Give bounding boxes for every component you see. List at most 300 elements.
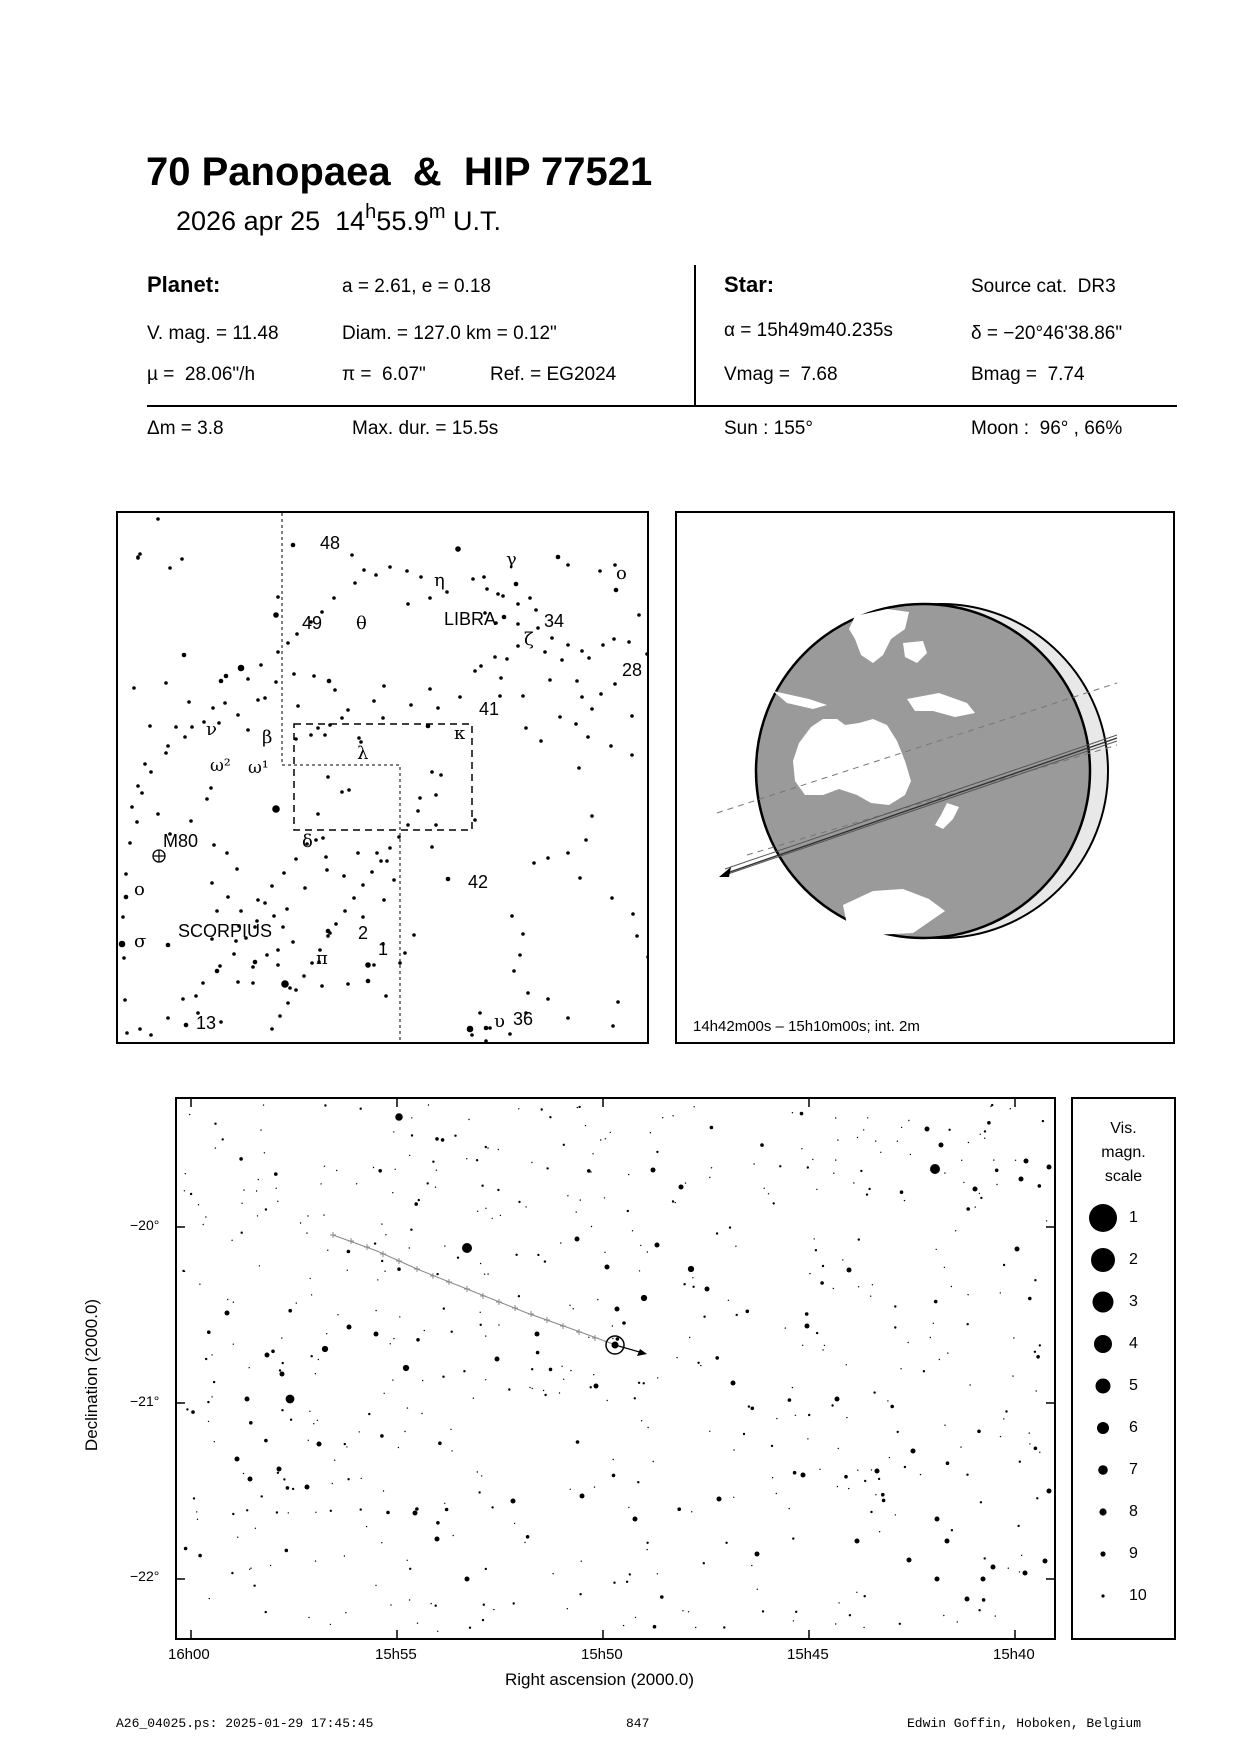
field-star [788,1398,792,1402]
field-star [239,1157,243,1161]
finder-star [590,707,594,711]
field-star [812,1159,813,1160]
field-star [383,1490,384,1491]
motion-arrow-icon [637,1349,647,1356]
field-star [380,1434,384,1438]
finder-star [194,994,198,998]
field-star [277,1201,278,1202]
finder-star [516,622,520,626]
field-star [635,1617,636,1618]
field-star [330,1624,331,1625]
finder-star [235,867,239,871]
finder-label: 49 [302,613,323,633]
finder-star [128,841,132,845]
field-star [637,1481,639,1483]
field-star [576,1440,580,1444]
finder-star [156,812,160,816]
field-star [879,1531,880,1532]
field-star [326,1333,327,1334]
finder-star [580,695,584,699]
field-star [497,1189,499,1191]
field-star [570,1370,571,1371]
field-star [567,1608,568,1609]
field-star [867,1117,868,1118]
globe-svg [677,513,1173,1042]
field-star [537,1254,539,1256]
finder-star [181,997,185,1001]
finder-star [361,915,365,919]
field-star [984,1138,985,1139]
field-star [694,1106,695,1107]
planet-orbit: a = 2.61, e = 0.18 [342,276,491,297]
finder-star [493,655,497,659]
finder-star [528,596,532,600]
field-star [381,1260,383,1262]
field-star [947,1352,948,1353]
field-star [560,1242,561,1243]
field-star [875,1140,876,1141]
field-star [549,1368,553,1372]
finder-star [612,637,616,641]
field-star [692,1277,693,1278]
field-star [860,1170,862,1172]
field-star [1039,1344,1041,1346]
asteroid-path [333,1235,613,1344]
field-star [1024,1159,1029,1164]
finder-star [226,895,230,899]
field-star [792,1112,793,1113]
field-star [848,1488,849,1489]
field-star [833,1173,834,1174]
finder-star [350,553,354,557]
field-star [1021,1555,1022,1556]
finder-star [132,686,136,690]
field-star [816,1332,818,1334]
finder-star [471,577,475,581]
field-star [930,1164,940,1174]
field-star [336,1170,337,1171]
field-star [477,1471,478,1472]
planet-parallax: π = 6.07" [342,364,426,385]
minute-unit: m [428,201,446,223]
field-star [323,1214,324,1215]
field-star [676,1357,677,1358]
field-star [310,1278,311,1279]
field-star [368,1413,370,1415]
legend-dot [1097,1422,1109,1434]
finder-chart-svg [118,513,647,1042]
field-star [198,1554,202,1558]
field-star [1036,1497,1038,1499]
finder-star [124,872,128,876]
finder-star [428,596,432,600]
field-star [1047,1489,1052,1494]
field-star [808,1414,810,1416]
finder-star [524,726,528,730]
field-star [864,1595,866,1597]
field-star [214,1123,216,1125]
field-star [374,1332,379,1337]
finder-star [136,784,140,788]
field-star [1038,1184,1042,1188]
finder-star [136,556,140,560]
field-star [495,1357,500,1362]
finder-star [498,694,502,698]
field-star [477,1211,478,1212]
field-star [594,1486,595,1487]
field-star [793,1471,797,1475]
field-star [1005,1410,1007,1412]
field-star [725,1542,727,1544]
field-star [894,1326,896,1328]
finder-star [164,751,168,755]
field-star [397,1267,401,1271]
field-star [381,1223,382,1224]
field-star [960,1446,961,1447]
field-star [241,1203,242,1204]
field-star [695,1627,696,1628]
finder-star [219,1020,223,1024]
field-stars [182,1104,1051,1632]
field-star [484,1274,485,1275]
dec-tick-label: −22° [130,1568,160,1584]
finder-star [409,703,413,707]
finder-star [502,615,507,620]
field-star [672,1115,673,1116]
field-star [308,1440,309,1441]
field-star [283,1478,285,1480]
field-star [613,1582,615,1584]
finder-star [385,859,389,863]
finder-star [598,569,602,573]
field-star [451,1331,453,1333]
field-star [492,1218,493,1219]
finder-star [370,870,374,874]
finder-star [630,753,634,757]
field-star [292,1488,294,1490]
field-star [773,1202,775,1204]
field-star [532,1388,533,1389]
finder-star [292,672,296,676]
finder-star [323,733,327,737]
finder-star [138,1027,142,1031]
field-star [317,1442,322,1447]
finder-star [259,663,263,667]
field-star [410,1229,412,1231]
field-star [567,1195,568,1196]
field-star [837,1486,838,1487]
field-star [418,1199,420,1201]
field-star [399,1316,400,1317]
field-star [493,1609,494,1610]
field-star [735,1246,736,1247]
footer-page: 847 [626,1716,650,1731]
finder-star [426,724,431,729]
field-star [498,1149,499,1150]
field-star [374,1242,376,1244]
field-star [270,1565,271,1566]
finder-label: η [434,570,445,591]
legend-dot [1098,1465,1108,1475]
finder-star [586,735,590,739]
field-star [451,1450,452,1451]
field-star [944,1267,945,1268]
field-star [209,1598,210,1599]
field-star [607,1400,608,1401]
field-star [623,1625,624,1626]
finder-star [446,877,451,882]
finder-star [521,932,525,936]
field-star [907,1558,912,1563]
event-datetime [176,203,501,237]
field-star [1043,1559,1048,1564]
field-star [966,1474,968,1476]
field-star [987,1121,991,1125]
field-star [875,1469,880,1474]
field-star [518,1201,520,1203]
field-star [535,1332,540,1337]
finder-star [314,838,318,842]
field-star [717,1497,722,1502]
field-star [315,1373,316,1374]
field-star [366,1526,367,1527]
field-star [465,1577,470,1582]
field-star [409,1568,411,1570]
field-star [478,1491,480,1493]
finder-star [310,961,314,965]
field-star [604,1197,605,1198]
field-star [445,1508,449,1512]
finder-stars [119,517,647,1042]
ra-tick-label: 15h45 [787,1646,829,1663]
finder-star [253,960,258,965]
field-star [222,1138,224,1140]
field-star [518,1108,519,1109]
field-star [198,1204,199,1205]
field-star [398,1447,399,1448]
field-star [653,1461,654,1462]
planet-ref: Ref. = EG2024 [490,364,617,385]
dec-tick-label: −20° [130,1217,160,1233]
finder-star [430,770,434,774]
field-star [544,1394,546,1396]
finder-star [388,565,392,569]
field-star [809,1273,810,1274]
field-star [641,1420,642,1421]
field-star [414,1202,418,1206]
field-star [317,1420,318,1421]
finder-label: ω¹ [248,758,269,778]
finder-star [485,587,489,591]
field-star [776,1493,777,1494]
field-star [231,1572,233,1574]
field-star [814,1238,815,1239]
globe-caption: 14h42m00s – 15h10m00s; int. 2m [693,1018,920,1035]
field-star [579,1593,581,1595]
finder-star [518,953,522,957]
field-star [265,1611,267,1613]
field-star [870,1296,871,1297]
field-star [622,1321,626,1325]
field-star [411,1117,412,1118]
field-star [469,1627,471,1629]
field-star [442,1376,444,1378]
finder-star [143,762,147,766]
finder-label: 34 [544,611,565,631]
field-star [908,1342,909,1343]
field-star [691,1511,692,1512]
field-star [844,1475,848,1479]
legend-mag-label: 7 [1129,1461,1138,1478]
field-star [880,1152,881,1153]
finder-star [256,698,260,702]
field-star [1019,1177,1024,1182]
finder-label: π [316,948,328,969]
finder-label: ο [616,563,627,584]
finder-star [138,552,142,556]
field-star [728,1300,729,1301]
finder-star [379,859,383,863]
finder-star [342,874,346,878]
field-star [900,1190,904,1194]
field-star [191,1410,195,1414]
field-star [646,1542,648,1544]
field-star [904,1466,906,1468]
finder-star [430,845,434,849]
field-star [409,1599,410,1600]
field-star [900,1368,901,1369]
field-star [1015,1160,1016,1161]
field-star [515,1254,517,1256]
finder-star [346,708,350,712]
finder-star [536,626,540,630]
field-star [982,1598,986,1602]
finder-star [514,582,519,587]
field-star [253,1585,255,1587]
field-star [264,1152,265,1153]
field-star [347,1325,352,1330]
field-star [384,1271,385,1272]
field-star [612,1474,616,1478]
legend-dot [1093,1292,1114,1313]
field-star [613,1459,614,1460]
field-star [265,1208,267,1210]
field-star [476,1159,478,1161]
m80-symbol [153,850,165,862]
finder-star [627,640,631,644]
field-star [838,1448,839,1449]
finder-label: 41 [479,699,500,719]
finder-star [263,696,267,700]
field-star [815,1249,817,1251]
finder-star [218,964,222,968]
finder-star [326,929,331,934]
finder-star [302,974,306,978]
field-star [390,1343,391,1344]
finder-star [610,896,614,900]
finder-star [294,737,298,741]
finder-star [470,1033,474,1037]
finder-star [215,909,219,913]
field-star [427,1182,429,1184]
field-star [215,1147,216,1148]
finder-star [398,961,402,965]
field-star [481,1475,482,1476]
finder-star [263,901,267,905]
finder-label: ο [134,879,145,900]
field-star [377,1279,378,1280]
field-star [356,1183,357,1184]
field-star [656,1151,658,1153]
field-star [277,1472,279,1474]
finder-star [397,835,401,839]
field-star [616,1337,620,1341]
finder-star [346,982,350,986]
finder-star [384,994,388,998]
field-star [948,1129,950,1131]
finder-label: υ [494,1011,505,1032]
field-star [594,1384,599,1389]
finder-labels [134,533,642,1033]
field-star [392,1192,393,1193]
finder-star [256,898,260,902]
field-star [360,1508,362,1510]
field-star [207,1401,209,1403]
finder-star [316,812,320,816]
field-star [995,1615,996,1616]
footer-file: A26_04025.ps: 2025-01-29 17:45:45 [116,1716,374,1731]
field-star [629,1573,631,1575]
finder-star [580,649,584,653]
field-star [820,1281,824,1285]
finder-star [236,713,240,717]
finder-star [445,590,449,594]
field-star [395,1113,403,1121]
finder-star [201,981,205,985]
finder-star [174,725,178,729]
finder-star [189,819,193,823]
finder-star [168,566,172,570]
field-star [1036,1355,1040,1359]
finder-label: 28 [622,660,643,680]
field-star [487,1273,488,1274]
field-star [392,1379,393,1380]
finder-star [327,679,332,684]
finder-label: γ [506,549,517,570]
field-star [431,1603,432,1604]
field-star [241,1232,243,1234]
finder-star [546,997,550,1001]
field-star [435,1137,439,1141]
field-star [249,1367,250,1368]
finder-star [251,981,255,985]
sun-elongation: Sun : 155° [724,418,813,439]
field-star [857,1470,858,1471]
field-star [263,1104,264,1105]
finder-star [467,1026,474,1033]
legend-mag-label: 6 [1129,1419,1138,1436]
field-star [1019,1461,1021,1463]
dec-axis-label: Declination (2000.0) [82,1298,101,1452]
field-star [1019,1571,1020,1572]
finder-star [324,855,328,859]
field-star [805,1313,806,1314]
field-star [984,1557,986,1559]
field-star [944,1425,945,1426]
field-star [753,1163,754,1164]
field-star [882,1499,886,1503]
field-star [457,1257,459,1259]
